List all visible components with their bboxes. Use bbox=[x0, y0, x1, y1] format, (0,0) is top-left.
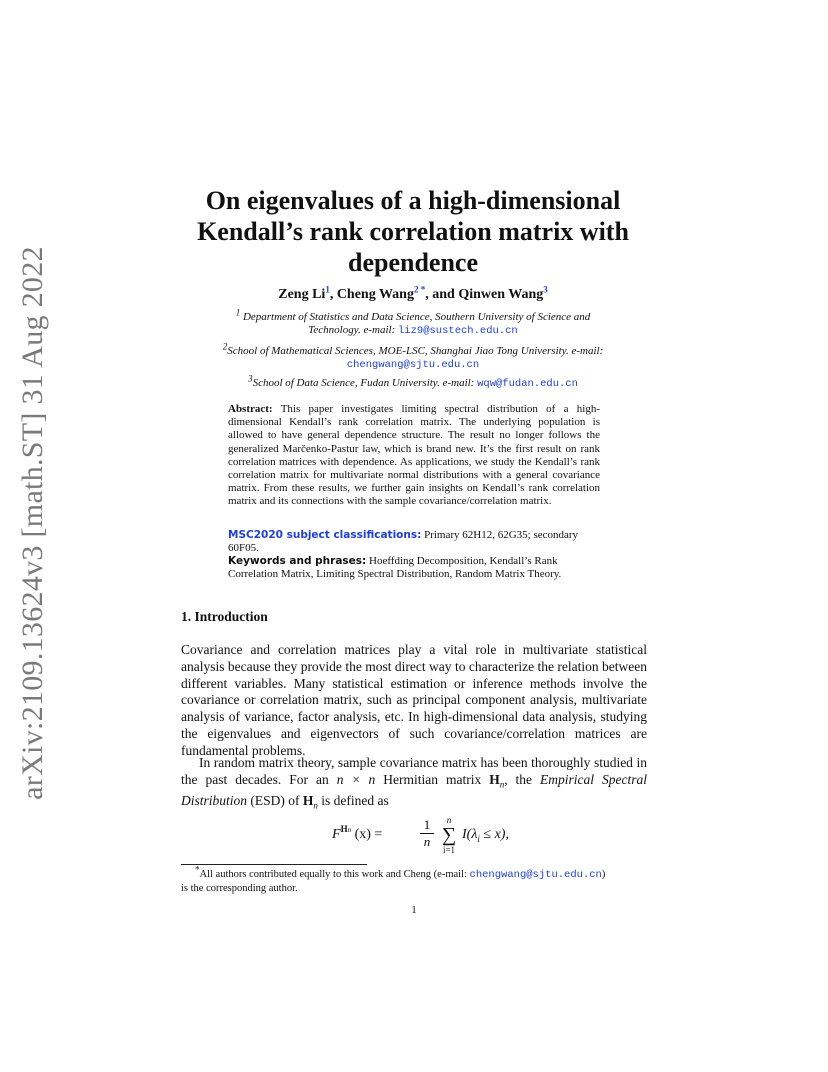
affiliation-text: School of Data Science, Fudan University. e-mail: bbox=[252, 377, 478, 389]
author-name: Cheng Wang bbox=[336, 287, 414, 302]
section-heading: 1. Introduction bbox=[181, 609, 268, 624]
title-line: On eigenvalues of a high-dimensional bbox=[205, 186, 621, 215]
email-link[interactable]: liz9@sustech.edu.cn bbox=[397, 325, 518, 337]
msc-text: Primary 62H12, 62G35; secondary 60F05. bbox=[228, 529, 579, 555]
esd-formula bbox=[320, 815, 540, 863]
affiliation bbox=[190, 341, 636, 372]
affiliation-text: School of Mathematical Sciences, MOE-LSC, Shanghai Jiao Tong University. e-mail: bbox=[227, 345, 604, 357]
arxiv-sidebar-stamp bbox=[8, 245, 58, 800]
msc-classification bbox=[228, 529, 600, 555]
abstract-label: Abstract: bbox=[228, 403, 273, 415]
email-link[interactable]: wqw@fudan.edu.cn bbox=[477, 378, 578, 390]
affiliation-marker[interactable]: 3 bbox=[543, 284, 548, 295]
formula-lhs: $F^{Hn}$ (x) = bbox=[332, 824, 383, 842]
email-link[interactable]: chengwang@sjtu.edu.cn bbox=[469, 869, 602, 881]
email-link[interactable]: chengwang@sjtu.edu.cn bbox=[346, 359, 480, 371]
summation: n ∑ i=1 bbox=[441, 815, 457, 855]
footnote: *All authors contributed equally to this work and Cheng (e-mail: chengwang@sjtu.edu.cn) is the corresponding author. bbox=[181, 864, 606, 894]
author-list bbox=[180, 284, 646, 303]
affiliation-number: 3 bbox=[248, 373, 253, 384]
author-name: Qinwen Wang bbox=[458, 287, 544, 302]
affiliation-number: 1 bbox=[235, 307, 241, 318]
abstract bbox=[228, 403, 600, 509]
arxiv-identifier: arXiv:2109.13624v3 [math.ST] 31 Aug 2022 bbox=[16, 245, 49, 800]
author-separator: , bbox=[329, 287, 337, 302]
title-line: Kendall’s rank correlation matrix with bbox=[197, 217, 629, 246]
emphasis: Empirical Spectral Distribution bbox=[181, 771, 647, 809]
title-line: dependence bbox=[348, 248, 478, 277]
paragraph: In random matrix theory, sample covariance matrix has been thoroughly studied in the past decades. For an n × n Hermitian matrix $H_n$, the Empirical Spectral Distribution (ESD) of $H_n$ is defined as bbox=[181, 755, 647, 811]
affiliation bbox=[190, 373, 636, 391]
footnote-marker[interactable]: * bbox=[420, 284, 426, 295]
keywords bbox=[228, 555, 600, 581]
paragraph: Covariance and correlation matrices play a vital role in multivariate statistical analysis because they provide the most direct way to characterize the relation between different variables. Many statistical estimation or inference methods involve the covariance or correlation matrix, such as principal component analysis, multivariate analysis of variance, factor analysis, etc. In high-dimensional data analysis, studying the eigenvalues and eigenvectors of such covariance/correlation matrices are fundamental problems. bbox=[181, 642, 647, 758]
paper-title bbox=[180, 185, 646, 278]
formula-rhs: $I(\lambda_i \le x)$, bbox=[462, 827, 509, 844]
affiliation-text: Department of Statistics and Data Science, Southern University of Science and bbox=[242, 311, 591, 323]
affiliation bbox=[190, 307, 636, 338]
author-separator: , and bbox=[425, 287, 459, 302]
footnote-rule bbox=[181, 864, 367, 865]
affiliation-number: 2 bbox=[222, 341, 228, 352]
affiliation-marker[interactable]: 2 bbox=[413, 284, 419, 295]
page-number: 1 bbox=[411, 904, 417, 916]
keywords-text: Hoeffding Decomposition, Kendall’s Rank Correlation Matrix, Limiting Spectral Distribution, Random Matrix Theory. bbox=[228, 555, 562, 581]
abstract-text: This paper investigates limiting spectral distribution of a high-dimensional Kendall’s rank correlation matrix. The underlying population is allowed to have general dependence structure. The result no longer follows the generalized Marčenko-Pastur law, which is brand new. It’s the first result on rank correlation matrices with dependence. As applications, we study the Kendall’s rank correlation matrix for multivariate normal distributions with a general covariance matrix. From these results, we further gain insights on Kendall’s rank correlation matrix and its connections with the sample covariance/correlation matrix. bbox=[228, 403, 600, 508]
keywords-label: Keywords and phrases: bbox=[228, 555, 367, 567]
affiliation-marker[interactable]: 1 bbox=[325, 284, 330, 295]
fraction: 1 n bbox=[420, 817, 434, 850]
author-name: Zeng Li bbox=[278, 287, 326, 302]
msc-label[interactable]: MSC2020 subject classifications: bbox=[228, 529, 422, 541]
affiliation-text: Technology. e-mail: bbox=[308, 324, 398, 336]
